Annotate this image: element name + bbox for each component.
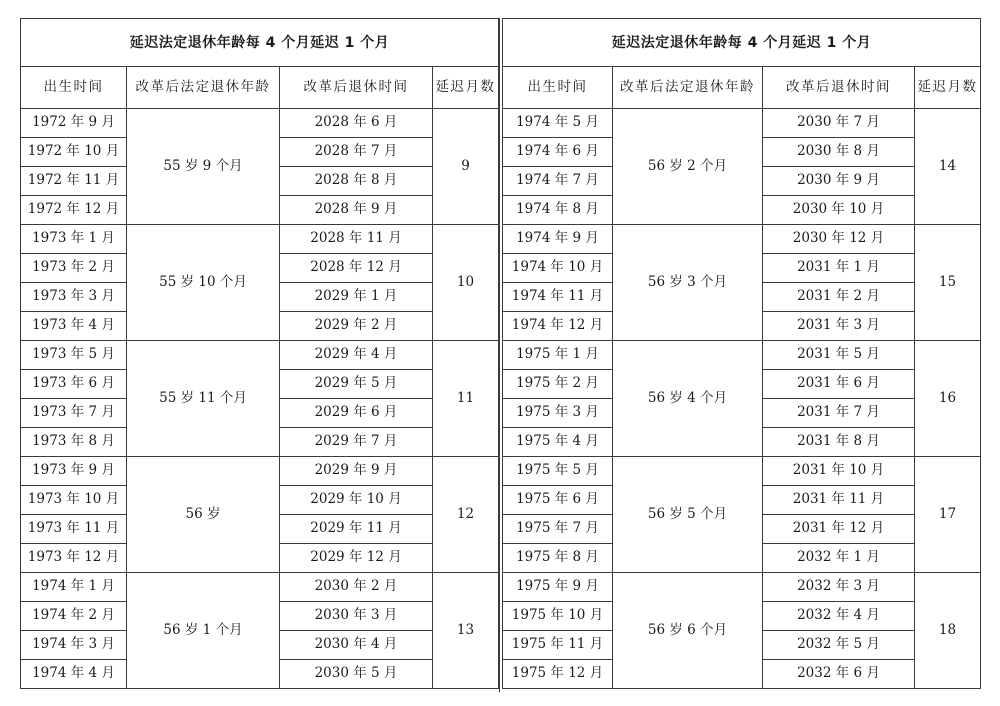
- retirement-time-cell: 2031 年 3 月: [763, 312, 915, 341]
- retirement-time-cell: 2031 年 7 月: [763, 399, 915, 428]
- birth-time-cell: 1974 年 8 月: [503, 196, 613, 225]
- retirement-time-cell: 2029 年 9 月: [280, 457, 433, 486]
- birth-time-cell: 1974 年 2 月: [21, 602, 127, 631]
- retirement-time-cell: 2030 年 4 月: [280, 631, 433, 660]
- table-row: [503, 457, 981, 486]
- retirement-time-cell: 2029 年 10 月: [280, 486, 433, 515]
- retirement-time-cell: 2028 年 8 月: [280, 167, 433, 196]
- birth-time-cell: 1973 年 6 月: [21, 370, 127, 399]
- birth-time-cell: 1974 年 5 月: [503, 109, 613, 138]
- birth-time-cell: 1973 年 12 月: [21, 544, 127, 573]
- retirement-time-cell: 2030 年 12 月: [763, 225, 915, 254]
- header-retirement-age: 改革后法定退休年龄: [127, 67, 280, 109]
- table-row: [21, 573, 499, 602]
- retirement-time-cell: 2029 年 2 月: [280, 312, 433, 341]
- table-row: [21, 109, 499, 138]
- delay-months-cell: 15: [915, 225, 981, 341]
- header-delay-months: 延迟月数: [915, 67, 981, 109]
- header-retirement-time: 改革后退休时间: [280, 67, 433, 109]
- birth-time-cell: 1972 年 12 月: [21, 196, 127, 225]
- birth-time-cell: 1974 年 3 月: [21, 631, 127, 660]
- header-retirement-age: 改革后法定退休年龄: [613, 67, 763, 109]
- birth-time-cell: 1975 年 12 月: [503, 660, 613, 689]
- birth-time-cell: 1975 年 9 月: [503, 573, 613, 602]
- retirement-time-cell: 2029 年 12 月: [280, 544, 433, 573]
- birth-time-cell: 1974 年 9 月: [503, 225, 613, 254]
- retirement-time-cell: 2028 年 9 月: [280, 196, 433, 225]
- retirement-table-panel-left: [20, 18, 499, 689]
- birth-time-cell: 1972 年 11 月: [21, 167, 127, 196]
- birth-time-cell: 1972 年 10 月: [21, 138, 127, 167]
- retirement-age-cell: 55 岁 11 个月: [127, 341, 280, 457]
- retirement-time-cell: 2030 年 5 月: [280, 660, 433, 689]
- retirement-age-cell: 55 岁 9 个月: [127, 109, 280, 225]
- table-title: 延迟法定退休年龄每 4 个月延迟 1 个月: [503, 19, 981, 67]
- retirement-time-cell: 2031 年 5 月: [763, 341, 915, 370]
- retirement-time-cell: 2028 年 11 月: [280, 225, 433, 254]
- delay-months-cell: 16: [915, 341, 981, 457]
- retirement-time-cell: 2029 年 5 月: [280, 370, 433, 399]
- retirement-age-cell: 56 岁 2 个月: [613, 109, 763, 225]
- retirement-time-cell: 2031 年 1 月: [763, 254, 915, 283]
- table-row: [503, 225, 981, 254]
- birth-time-cell: 1974 年 12 月: [503, 312, 613, 341]
- retirement-time-cell: 2029 年 7 月: [280, 428, 433, 457]
- retirement-time-cell: 2029 年 6 月: [280, 399, 433, 428]
- retirement-time-cell: 2032 年 1 月: [763, 544, 915, 573]
- retirement-time-cell: 2032 年 5 月: [763, 631, 915, 660]
- table-row: [21, 341, 499, 370]
- table-header-row: [503, 67, 981, 109]
- retirement-age-cell: 55 岁 10 个月: [127, 225, 280, 341]
- birth-time-cell: 1975 年 2 月: [503, 370, 613, 399]
- delay-months-cell: 13: [433, 573, 499, 689]
- retirement-age-cell: 56 岁 5 个月: [613, 457, 763, 573]
- birth-time-cell: 1974 年 1 月: [21, 573, 127, 602]
- birth-time-cell: 1973 年 8 月: [21, 428, 127, 457]
- birth-time-cell: 1974 年 10 月: [503, 254, 613, 283]
- table-header-row: [21, 67, 499, 109]
- retirement-time-cell: 2030 年 9 月: [763, 167, 915, 196]
- birth-time-cell: 1975 年 10 月: [503, 602, 613, 631]
- birth-time-cell: 1973 年 2 月: [21, 254, 127, 283]
- retirement-table-panel-right: [502, 18, 981, 689]
- delay-months-cell: 18: [915, 573, 981, 689]
- retirement-age-cell: 56 岁: [127, 457, 280, 573]
- retirement-time-cell: 2031 年 2 月: [763, 283, 915, 312]
- retirement-age-cell: 56 岁 3 个月: [613, 225, 763, 341]
- birth-time-cell: 1973 年 10 月: [21, 486, 127, 515]
- table-row: [503, 573, 981, 602]
- birth-time-cell: 1975 年 5 月: [503, 457, 613, 486]
- retirement-time-cell: 2030 年 7 月: [763, 109, 915, 138]
- retirement-time-cell: 2028 年 7 月: [280, 138, 433, 167]
- delay-months-cell: 17: [915, 457, 981, 573]
- birth-time-cell: 1975 年 8 月: [503, 544, 613, 573]
- delay-months-cell: 11: [433, 341, 499, 457]
- delay-months-cell: 9: [433, 109, 499, 225]
- birth-time-cell: 1973 年 9 月: [21, 457, 127, 486]
- header-birth-time: 出生时间: [21, 67, 127, 109]
- header-retirement-time: 改革后退休时间: [763, 67, 915, 109]
- table-title-row: [503, 19, 981, 67]
- retirement-time-cell: 2030 年 3 月: [280, 602, 433, 631]
- retirement-time-cell: 2029 年 11 月: [280, 515, 433, 544]
- birth-time-cell: 1973 年 7 月: [21, 399, 127, 428]
- table-row: [21, 225, 499, 254]
- header-delay-months: 延迟月数: [433, 67, 499, 109]
- birth-time-cell: 1975 年 6 月: [503, 486, 613, 515]
- retirement-time-cell: 2031 年 12 月: [763, 515, 915, 544]
- retirement-table: [20, 18, 499, 689]
- birth-time-cell: 1975 年 3 月: [503, 399, 613, 428]
- retirement-time-cell: 2028 年 6 月: [280, 109, 433, 138]
- birth-time-cell: 1974 年 7 月: [503, 167, 613, 196]
- table-row: [21, 457, 499, 486]
- retirement-age-cell: 56 岁 4 个月: [613, 341, 763, 457]
- birth-time-cell: 1973 年 3 月: [21, 283, 127, 312]
- birth-time-cell: 1974 年 6 月: [503, 138, 613, 167]
- birth-time-cell: 1972 年 9 月: [21, 109, 127, 138]
- retirement-age-cell: 56 岁 1 个月: [127, 573, 280, 689]
- birth-time-cell: 1973 年 4 月: [21, 312, 127, 341]
- panel-divider: [499, 18, 500, 692]
- table-title: 延迟法定退休年龄每 4 个月延迟 1 个月: [21, 19, 499, 67]
- birth-time-cell: 1975 年 4 月: [503, 428, 613, 457]
- retirement-age-cell: 56 岁 6 个月: [613, 573, 763, 689]
- birth-time-cell: 1973 年 11 月: [21, 515, 127, 544]
- retirement-time-cell: 2029 年 1 月: [280, 283, 433, 312]
- retirement-time-cell: 2031 年 8 月: [763, 428, 915, 457]
- retirement-time-cell: 2032 年 3 月: [763, 573, 915, 602]
- retirement-time-cell: 2032 年 4 月: [763, 602, 915, 631]
- delay-months-cell: 12: [433, 457, 499, 573]
- table-row: [503, 341, 981, 370]
- retirement-time-cell: 2030 年 2 月: [280, 573, 433, 602]
- birth-time-cell: 1974 年 4 月: [21, 660, 127, 689]
- retirement-time-cell: 2032 年 6 月: [763, 660, 915, 689]
- table-title-row: [21, 19, 499, 67]
- birth-time-cell: 1973 年 5 月: [21, 341, 127, 370]
- retirement-time-cell: 2029 年 4 月: [280, 341, 433, 370]
- retirement-time-cell: 2031 年 11 月: [763, 486, 915, 515]
- birth-time-cell: 1974 年 11 月: [503, 283, 613, 312]
- retirement-time-cell: 2028 年 12 月: [280, 254, 433, 283]
- retirement-table: [502, 18, 981, 689]
- delay-months-cell: 14: [915, 109, 981, 225]
- delay-months-cell: 10: [433, 225, 499, 341]
- table-row: [503, 109, 981, 138]
- retirement-time-cell: 2030 年 8 月: [763, 138, 915, 167]
- retirement-time-cell: 2031 年 6 月: [763, 370, 915, 399]
- birth-time-cell: 1973 年 1 月: [21, 225, 127, 254]
- birth-time-cell: 1975 年 7 月: [503, 515, 613, 544]
- retirement-time-cell: 2030 年 10 月: [763, 196, 915, 225]
- header-birth-time: 出生时间: [503, 67, 613, 109]
- retirement-time-cell: 2031 年 10 月: [763, 457, 915, 486]
- birth-time-cell: 1975 年 1 月: [503, 341, 613, 370]
- birth-time-cell: 1975 年 11 月: [503, 631, 613, 660]
